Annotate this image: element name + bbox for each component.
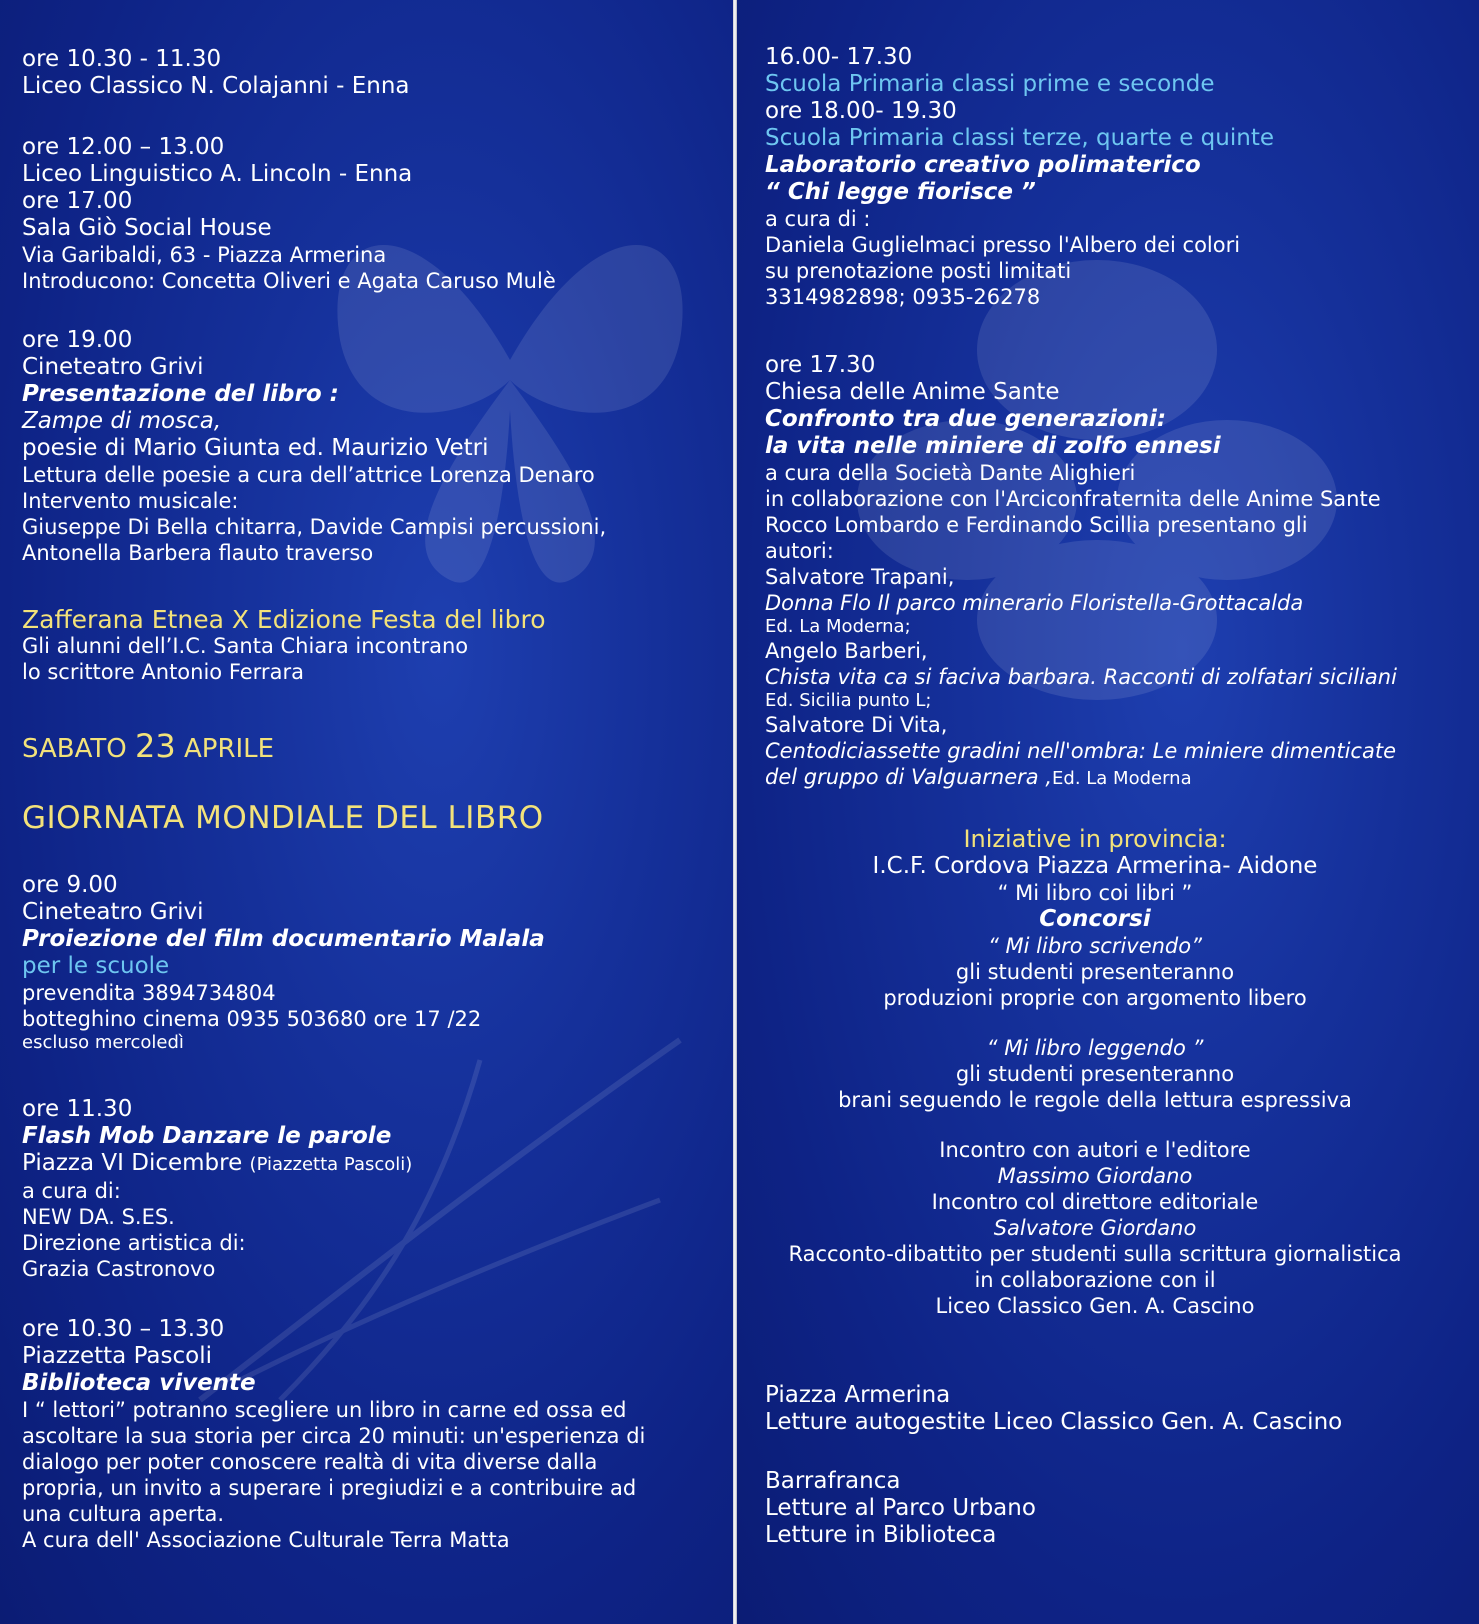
school-name: I.C.F. Cordova Piazza Armerina- Aidone [872,853,1318,879]
event-detail: ascoltare la sua storia per circa 20 minuti: un'esperienza di [22,1424,646,1448]
event-detail: autori: [765,539,834,563]
meeting-detail: Incontro col direttore editoriale [931,1190,1259,1214]
date-number: 23 [135,727,176,765]
event-place: Liceo Classico N. Colajanni - Enna [22,73,410,99]
event-title: Confronto tra due generazioni: [765,406,1167,432]
project-name: “ Mi libro coi libri ” [997,881,1193,905]
event-time: 16.00- 17.30 [765,44,913,70]
event-time: ore 19.00 [22,327,133,353]
meeting-detail: Incontro con autori e l'editore [939,1138,1251,1162]
event-detail: lo scrittore Antonio Ferrara [22,660,304,684]
event-audience: Scuola Primaria classi prime e seconde [765,71,1215,97]
contest-detail: brani seguendo le regole della lettura espressiva [838,1088,1352,1112]
event-place: Liceo Linguistico A. Lincoln - Enna [22,161,413,187]
event-detail: dialogo per poter conoscere realtà di vita diverse dalla [22,1450,598,1474]
event-time: ore 17.00 [22,188,133,214]
event-detail: Daniela Guglielmaci presso l'Albero dei colori [765,233,1241,257]
concorsi-heading: Concorsi [1039,906,1151,932]
author-edition: Ed. La Moderna [1052,768,1192,789]
event-detail: Direzione artistica di: [22,1231,246,1255]
event-block-liceo-colajanni [22,46,410,100]
event-time: ore 10.30 – 13.30 [22,1316,225,1342]
piazza-armerina-block [765,1382,1342,1436]
event-detail: Rocco Lombardo e Ferdinando Scillia presentano gli [765,513,1308,537]
event-title: Zafferana Etnea X Edizione Festa del libro [22,605,546,634]
event-detail: A cura dell' Associazione Culturale Terra Matta [22,1528,510,1552]
event-block-confronto [765,352,1397,792]
contest-name: “ Mi libro leggendo ” [986,1036,1204,1060]
event-detail: poesie di Mario Giunta ed. Maurizio Vetri [22,435,489,461]
location-name: Barrafranca [765,1468,901,1494]
event-time: ore 10.30 - 11.30 [22,46,222,72]
event-detail: una cultura aperta. [22,1502,225,1526]
event-block-laboratorio [765,44,1274,310]
author-name: Salvatore Trapani, [765,565,955,589]
event-detail: a cura della Società Dante Alighieri [765,461,1136,485]
event-place: Piazza VI Dicembre [22,1150,243,1176]
event-place: Chiesa delle Anime Sante [765,379,1060,405]
event-audience: per le scuole [22,953,170,979]
left-page [0,0,733,1624]
event-detail: NEW DA. S.ES. [22,1205,175,1229]
event-place: Sala Giò Social House [22,215,272,241]
contest-detail: gli studenti presenteranno [955,1062,1235,1086]
author-book: Donna Flo Il parco minerario Floristella-Grottacalda [765,591,1304,615]
author-edition: Ed. Sicilia punto L; [765,690,932,711]
event-block-malala [22,872,545,1054]
event-title: Biblioteca vivente [22,1370,256,1396]
date-month: APRILE [183,734,275,764]
author-name: Angelo Barberi, [765,639,928,663]
location-detail: Letture in Biblioteca [765,1522,997,1548]
event-audience: Scuola Primaria classi terze, quarte e quinte [765,125,1274,151]
contest-name: “ Mi libro scrivendo” [987,934,1202,958]
author-book: del gruppo di Valguarnera , [765,765,1053,789]
author-book: Chista vita ca si faciva barbara. Racconti di zolfatari siciliani [765,665,1397,689]
event-time: ore 18.00- 19.30 [765,98,957,124]
event-time: ore 11.30 [22,1096,133,1122]
event-detail: Antonella Barbera flauto traverso [22,541,374,565]
event-detail: a cura di: [22,1179,121,1203]
meeting-detail: in collaborazione con il [974,1268,1216,1292]
event-detail: botteghino cinema 0935 503680 ore 17 /22 [22,1007,482,1031]
event-title: Presentazione del libro : [22,381,339,407]
iniziative-section [765,826,1425,1319]
contest-detail: produzioni proprie con argomento libero [883,986,1307,1010]
section-heading-iniziative: Iniziative in provincia: [963,825,1227,853]
event-block-liceo-lincoln [22,134,556,294]
event-detail: Giuseppe Di Bella chitarra, Davide Campisi percussioni, [22,515,607,539]
barrafranca-block [765,1468,1036,1549]
section-heading-giornata: GIORNATA MONDIALE DEL LIBRO [22,800,544,836]
location-name: Piazza Armerina [765,1382,951,1408]
event-intro: Introducono: Concetta Oliveri e Agata Caruso Mulè [22,269,556,293]
date-day: SABATO [22,734,127,764]
event-block-flash-mob [22,1096,412,1282]
event-detail: a cura di : [765,207,871,231]
event-time: ore 9.00 [22,872,118,898]
event-title: Proiezione del film documentario Malala [22,926,545,952]
event-time: ore 12.00 – 13.00 [22,134,225,160]
event-address: Via Garibaldi, 63 - Piazza Armerina [22,243,387,267]
event-subtitle: “ Chi legge fiorisce ” [765,179,1036,205]
location-detail: Letture autogestite Liceo Classico Gen. A. Cascino [765,1409,1343,1435]
event-title: Laboratorio creativo polimaterico [765,152,1201,178]
event-detail: Grazia Castronovo [22,1257,216,1281]
book-title: Zampe di mosca, [22,408,222,434]
date-heading [22,727,274,765]
event-title: Flash Mob Danzare le parole [22,1123,392,1149]
event-place: Piazzetta Pascoli [22,1343,212,1369]
event-detail: in collaborazione con l'Arciconfraternita delle Anime Sante [765,487,1381,511]
event-block-zafferana [22,606,546,685]
author-edition: Ed. La Moderna; [765,616,911,637]
meeting-detail: Liceo Classico Gen. A. Cascino [935,1294,1255,1318]
right-page [737,0,1479,1624]
event-place: Cineteatro Grivi [22,354,204,380]
event-detail: I “ lettori” potranno scegliere un libro in carne ed ossa ed [22,1398,627,1422]
location-detail: Letture al Parco Urbano [765,1495,1036,1521]
event-note: escluso mercoledì [22,1032,184,1053]
event-block-biblioteca-vivente [22,1316,645,1553]
author-book: Centodiciassette gradini nell'ombra: Le miniere dimenticate [765,739,1396,763]
event-place-note: (Piazzetta Pascoli) [249,1154,413,1175]
event-block-presentazione-libro [22,327,606,566]
event-detail: su prenotazione posti limitati [765,259,1072,283]
author-name: Salvatore Di Vita, [765,713,948,737]
event-title: la vita nelle miniere di zolfo ennesi [765,433,1221,459]
event-time: ore 17.30 [765,352,876,378]
meeting-person: Salvatore Giordano [993,1216,1197,1240]
meeting-detail: Racconto-dibattito per studenti sulla scrittura giornalistica [788,1242,1402,1266]
event-detail: Gli alunni dell’I.C. Santa Chiara incontrano [22,634,469,658]
contest-detail: gli studenti presenteranno [955,960,1235,984]
event-detail: Lettura delle poesie a cura dell’attrice Lorenza Denaro [22,463,595,487]
event-detail: 3314982898; 0935-26278 [765,285,1041,309]
event-place: Cineteatro Grivi [22,899,204,925]
event-detail: prevendita 3894734804 [22,981,276,1005]
event-detail: propria, un invito a superare i pregiudizi e a contribuire ad [22,1476,637,1500]
meeting-person: Massimo Giordano [997,1164,1193,1188]
event-detail: Intervento musicale: [22,489,239,513]
